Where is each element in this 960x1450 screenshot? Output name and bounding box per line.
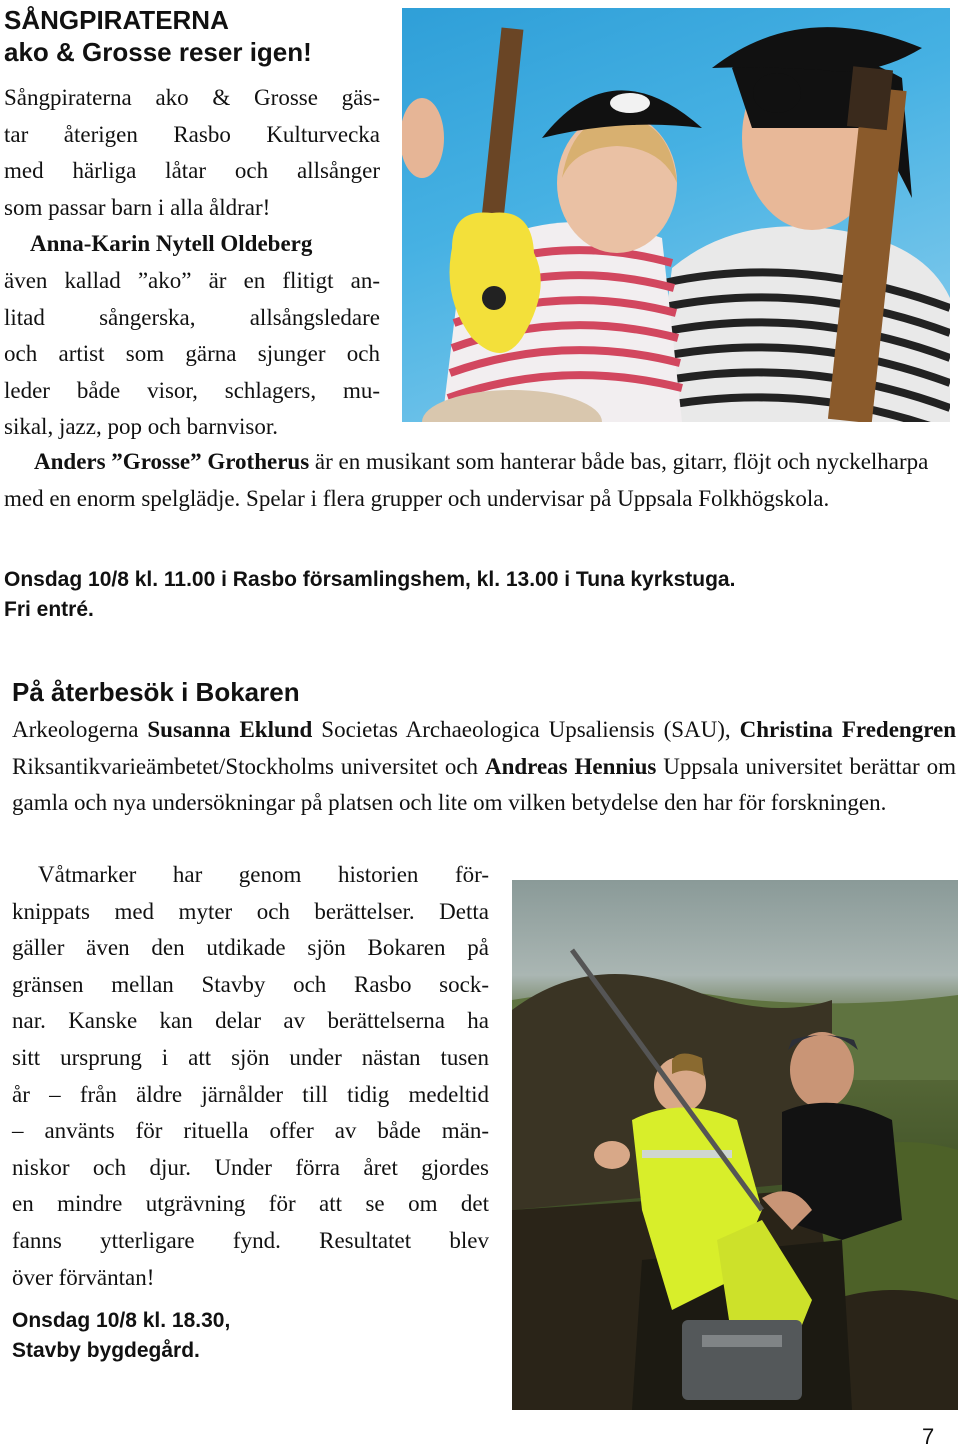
excavation-illustration [512,880,958,1410]
p2-line: Våtmarker har genom historien för- [38,862,489,887]
heading-line-2: ako & Grosse reser igen! [4,37,312,67]
p1-name-1: Susanna Eklund [147,717,313,742]
grosse-text: är en musikant som hanterar både bas, gitarr, flöjt och nyckelharpa med en enorm spelglädje. Spelar i flera grupper och undervisar på Uppsala Folkhögskola. [4,449,929,511]
p1-text-b: Societas Archaeologica Upsaliensis (SAU), [312,717,740,742]
intro-line: med härliga låtar och allsånger [4,158,380,184]
article2-paragraph2 [12,857,489,1296]
p1-text-d: Uppsala universitet berättar om gamla och nya undersökningar på platsen och lite om vilken betydelse den har för forskningen. [12,753,956,816]
ako-line: och artist som gärna sjunger och [4,341,380,367]
ako-line: sikal, jazz, pop och barnvisor. [4,414,279,440]
event-line-2: Stavby bygdegård. [12,1339,200,1362]
p2-line: år – från äldre järnålder till tidig medeltid [12,1081,489,1107]
p1-text-a: Arkeologerna [12,717,148,742]
grosse-paragraph [4,444,950,517]
intro-line: tar återigen Rasbo Kulturvecka [4,121,380,147]
ako-line: litad sångerska, allsångsledare [4,304,380,330]
page-number: 7 [922,1424,935,1449]
p1-text-c: Riksantikvarieämbetet/Stockholms universitet och [12,753,485,779]
article1-event-info [4,565,735,625]
excavation-photo [512,880,958,1410]
ako-name: Anna-Karin Nytell Oldeberg [30,231,313,257]
p2-line: gäller även den utdikade sjön Bokaren på [12,935,489,961]
event-line-1: Onsdag 10/8 kl. 18.30, [12,1309,231,1332]
p2-line: nar. Kanske kan delar av berättelserna ha [12,1008,489,1034]
p2-line: gränsen mellan Stavby och Rasbo sock- [12,971,489,997]
grosse-name: Anders ”Grosse” Grotherus [34,449,310,474]
article2-event-info [12,1306,230,1366]
p2-line: över förväntan! [12,1264,155,1290]
article1-intro [4,80,380,446]
pirates-illustration [402,8,950,422]
ako-line: leder både visor, schlagers, mu- [4,377,380,403]
intro-line: som passar barn i alla åldrar! [4,194,271,220]
event-line-2: Fri entré. [4,598,94,621]
heading-line-1: SÅNGPIRATERNA [4,5,229,35]
p2-line: fanns ytterligare fynd. Resultatet blev [12,1227,489,1253]
p2-line: niskor och djur. Under förra året gjordes [12,1154,489,1180]
article2-paragraph1 [12,712,956,822]
p1-name-2: Christina Fredengren [739,717,956,742]
ako-line: även kallad ”ako” är en flitigt an- [4,267,380,293]
p2-line: knippats med myter och berättelser. Detta [12,898,489,924]
article2-heading: På återbesök i Bokaren [12,677,300,707]
p2-line: en mindre utgrävning för att se om det [12,1191,489,1217]
p2-line: sitt ursprung i att sjön under nästan tusen [12,1044,489,1070]
article1-heading [4,4,312,68]
event-line-1: Onsdag 10/8 kl. 11.00 i Rasbo församlingshem, kl. 13.00 i Tuna kyrkstuga. [4,568,736,591]
p2-line: – använts för rituella offer av både män- [12,1118,489,1144]
intro-line: Sångpiraterna ako & Grosse gäs- [4,85,380,110]
p1-name-3: Andreas Hennius [484,753,657,779]
pirates-photo [402,8,950,422]
